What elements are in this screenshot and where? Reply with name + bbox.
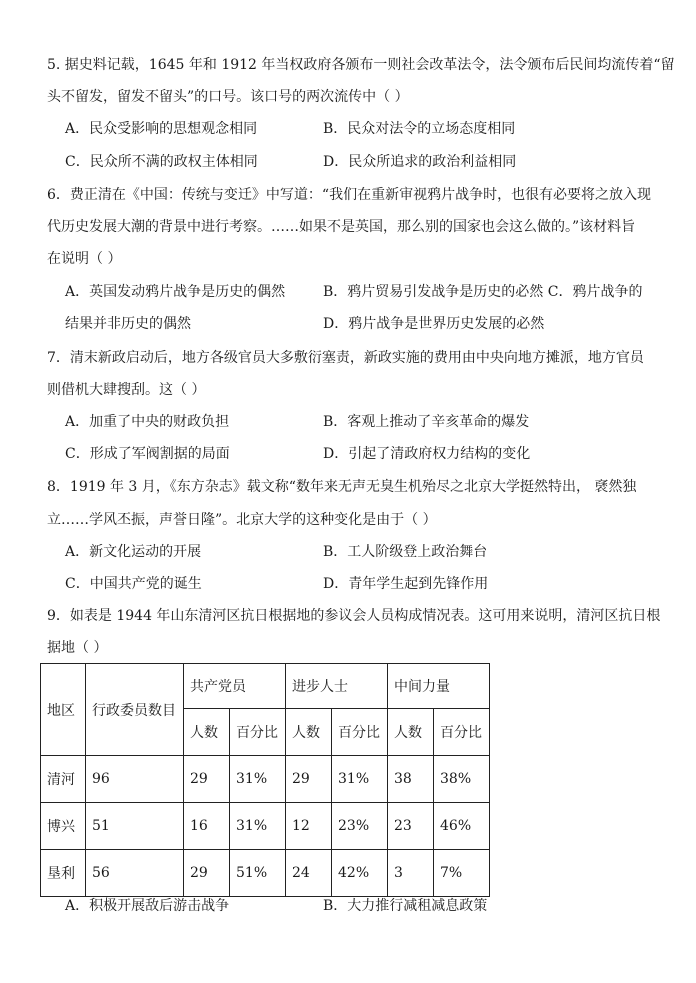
cell-value: 16 — [184, 803, 230, 850]
question-7-text-line-2: 则借机大肆搜刮。这（ ） — [47, 382, 206, 398]
question-5-option-c[interactable]: C．民众所不满的政权主体相同 — [65, 154, 258, 170]
cell-members: 56 — [86, 850, 184, 897]
cell-value: 42% — [332, 850, 388, 897]
header-group-progressive: 进步人士 — [286, 664, 388, 709]
header-percent: 百分比 — [332, 709, 388, 756]
cell-value: 38% — [434, 756, 490, 803]
question-6-text-line-2: 代历史发展大潮的背景中进行考察。……如果不是英国，那么别的国家也会这么做的。”该材料旨 — [47, 219, 636, 235]
cell-value: 29 — [184, 756, 230, 803]
table-row — [41, 850, 490, 897]
question-9-option-b[interactable]: B．大力推行减租减息政策 — [323, 898, 488, 914]
header-count: 人数 — [184, 709, 230, 756]
header-group-middle: 中间力量 — [388, 664, 490, 709]
question-6-option-c-continued[interactable]: 结果并非历史的偶然 — [65, 316, 191, 332]
cell-value: 38 — [388, 756, 434, 803]
cell-value: 3 — [388, 850, 434, 897]
table-header-row-1 — [41, 664, 490, 709]
question-8-option-a[interactable]: A．新文化运动的开展 — [65, 544, 202, 560]
question-6-text-line-1: 6．费正清在《中国：传统与变迁》中写道：“我们在重新审视鸦片战争时，也很有必要将之放入现 — [47, 187, 652, 203]
cell-value: 51% — [230, 850, 286, 897]
cell-value: 24 — [286, 850, 332, 897]
cell-value: 23 — [388, 803, 434, 850]
table-row — [41, 756, 490, 803]
question-7-option-a[interactable]: A．加重了中央的财政负担 — [65, 414, 230, 430]
question-6-text-line-3: 在说明（ ） — [47, 251, 122, 267]
question-5-option-d[interactable]: D．民众所追求的政治利益相同 — [323, 154, 517, 170]
question-7-text-line-1: 7．清末新政启动后，地方各级官员大多敷衍塞责，新政实施的费用由中央向地方摊派，地方官员 — [47, 350, 644, 366]
cell-value: 29 — [184, 850, 230, 897]
question-8-text-line-2: 立……学风丕振，声誉日隆”。北京大学的这种变化是由于（ ） — [47, 512, 437, 528]
header-group-communist: 共产党员 — [184, 664, 286, 709]
committee-composition-table — [40, 663, 490, 897]
cell-region: 清河 — [41, 756, 86, 803]
header-count: 人数 — [286, 709, 332, 756]
header-percent: 百分比 — [434, 709, 490, 756]
question-5-option-b[interactable]: B．民众对法令的立场态度相同 — [323, 121, 516, 137]
cell-value: 23% — [332, 803, 388, 850]
cell-value: 31% — [230, 803, 286, 850]
cell-value: 31% — [332, 756, 388, 803]
question-5-option-a[interactable]: A．民众受影响的思想观念相同 — [65, 121, 258, 137]
question-9-text-line-1: 9．如表是 1944 年山东清河区抗日根据地的参议会人员构成情况表。这可用来说明，清河区抗日根 — [47, 608, 661, 624]
question-5-text-line-1: 5. 据史料记载，1645 年和 1912 年当权政府各颁布一则社会改革法令，法令颁布后民间均流传着“留 — [47, 57, 675, 73]
question-8-option-d[interactable]: D．青年学生起到先锋作用 — [323, 576, 489, 592]
question-8-option-b[interactable]: B．工人阶级登上政治舞台 — [323, 544, 488, 560]
cell-value: 29 — [286, 756, 332, 803]
question-8-text-line-1: 8．1919 年 3 月，《东方杂志》载文称“数年来无声无臭生机殆尽之北京大学挺然特出， 褎然独 — [47, 479, 637, 495]
question-7-option-b[interactable]: B．客观上推动了辛亥革命的爆发 — [323, 414, 530, 430]
question-6-option-b-c[interactable]: B．鸦片贸易引发战争是历史的必然 C．鸦片战争的 — [323, 284, 643, 300]
question-9-option-a[interactable]: A．积极开展敌后游击战争 — [65, 898, 230, 914]
cell-value: 31% — [230, 756, 286, 803]
cell-members: 96 — [86, 756, 184, 803]
question-6-option-d[interactable]: D．鸦片战争是世界历史发展的必然 — [323, 316, 545, 332]
cell-region: 博兴 — [41, 803, 86, 850]
table-row — [41, 803, 490, 850]
header-members: 行政委员数目 — [86, 664, 184, 756]
cell-region: 垦利 — [41, 850, 86, 897]
cell-members: 51 — [86, 803, 184, 850]
cell-value: 46% — [434, 803, 490, 850]
question-9-text-line-2: 据地（ ） — [47, 640, 108, 656]
header-count: 人数 — [388, 709, 434, 756]
question-6-option-a[interactable]: A．英国发动鸦片战争是历史的偶然 — [65, 284, 286, 300]
cell-value: 7% — [434, 850, 490, 897]
question-7-option-d[interactable]: D．引起了清政府权力结构的变化 — [323, 446, 531, 462]
question-8-option-c[interactable]: C．中国共产党的诞生 — [65, 576, 202, 592]
header-percent: 百分比 — [230, 709, 286, 756]
header-region: 地区 — [41, 664, 86, 756]
question-5-text-line-2: 头不留发，留发不留头”的口号。该口号的两次流传中（ ） — [47, 89, 409, 105]
cell-value: 12 — [286, 803, 332, 850]
question-7-option-c[interactable]: C．形成了军阀割据的局面 — [65, 446, 230, 462]
